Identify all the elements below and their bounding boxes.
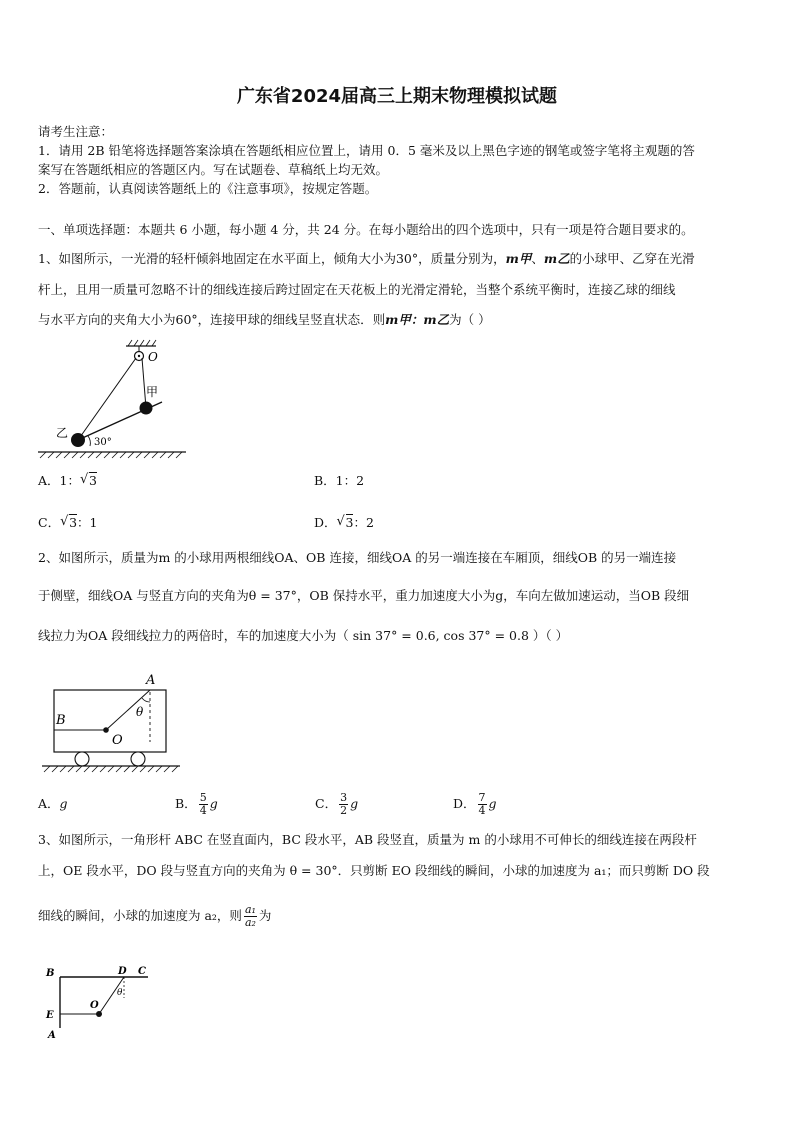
q1-fig-angle: 30° (94, 437, 112, 448)
q1-ratio: m甲：m乙 (385, 312, 450, 327)
q1-option-b: B．1：2 (314, 473, 365, 488)
notice-line2: 2．答题前，认真阅读答题纸上的《注意事项》，按规定答题。 (38, 181, 378, 196)
notice-heading: 请考生注意： (38, 124, 114, 139)
q3-fig-theta: θ (117, 988, 123, 998)
q1-fig-jia: 甲 (146, 385, 159, 399)
q3-fig-d: D (118, 966, 127, 977)
section-heading: 一、单项选择题：本题共 6 小题，每小题 4 分，共 24 分。在每小题给出的四个选项中，只有一项是符合题目要求的。 (38, 222, 694, 237)
q2-fig-o: O (112, 733, 123, 748)
q1-fig-o: O (148, 350, 158, 364)
q1-option-c: C．√ 3：1 (38, 515, 97, 531)
q3-line2: 上，OE 段水平，DO 段与竖直方向的夹角为 θ = 30°．只剪断 EO 段细线的瞬间，小球的加速度为 a₁；而只剪断 DO 段 (38, 863, 710, 878)
q3-line3: 细线的瞬间，小球的加速度为 a₂，则 $\frac{\text{a₁}}{\text{a₂}}$ 为 (38, 903, 272, 929)
page-title: 广东省2024届高三上期末物理模拟试题 (236, 86, 558, 107)
q3-fig-c: C (138, 966, 146, 977)
q1-option-a: A．1：√ 3 (38, 473, 97, 489)
q2-fig-theta: θ (136, 705, 144, 719)
q1-fig-yi: 乙 (56, 426, 69, 440)
q2-figure (42, 672, 182, 774)
q2-option-c: C． $\frac{3}{2}$ g (315, 791, 359, 817)
q3-fig-a: A (48, 1030, 56, 1041)
q2-option-d: D． $\frac{7}{4}$ g (453, 791, 497, 817)
q1-line2: 杆上，且用一质量可忽略不计的细线连接后跨过固定在天花板上的光滑定滑轮，当整个系统平衡时，连接乙球的细线 (38, 282, 676, 297)
q3-fig-o: O (90, 1000, 99, 1011)
q3-fig-e: E (46, 1010, 54, 1021)
q2-fig-a: A (146, 673, 156, 688)
q2-option-a: A．g (38, 796, 68, 811)
q1-line1: 1、如图所示，一光滑的轻杆倾斜地固定在水平面上，倾角大小为30°，质量分别为，m甲、m乙的小球甲、乙穿在光滑 (38, 251, 695, 266)
q2-line2: 于侧壁，细线OA 与竖直方向的夹角为θ = 37°，OB 保持水平，重力加速度大小为g，车向左做加速运动，当OB 段细 (38, 588, 690, 603)
q1-m1: m甲 (505, 251, 532, 266)
q2-line1: 2、如图所示，质量为m 的小球用两根细线OA、OB 连接，细线OA 的另一端连接在车厢顶，细线OB 的另一端连接 (38, 550, 677, 565)
q1-figure (38, 340, 188, 460)
notice-line1a: 1．请用 2B 铅笔将选择题答案涂填在答题纸相应位置上，请用 0．5 毫米及以上黑色字迹的钢笔或签字笔将主观题的答 (38, 143, 695, 158)
q3-fig-b: B (46, 968, 55, 979)
q2-line3: 线拉力为OA 段细线拉力的两倍时，车的加速度大小为（ sin 37° = 0.6, cos 37° = 0.8 ）（ ） (38, 628, 569, 643)
q3-figure (44, 962, 164, 1042)
q1-option-d: D．√ 3：2 (314, 515, 374, 531)
q2-option-b: B． $\frac{5}{4}$ g (175, 791, 218, 817)
q2-fig-b: B (56, 713, 66, 728)
q3-line1: 3、如图所示，一角形杆 ABC 在竖直面内，BC 段水平，AB 段竖直，质量为 m 的小球用不可伸长的细线连接在两段杆 (38, 832, 697, 847)
q1-line3: 与水平方向的夹角大小为60°，连接甲球的细线呈竖直状态．则m甲：m乙为（ ） (38, 312, 491, 327)
q1-m2: m乙 (543, 251, 570, 266)
notice-line1b: 案写在答题纸相应的答题区内。写在试题卷、草稿纸上均无效。 (38, 162, 389, 177)
